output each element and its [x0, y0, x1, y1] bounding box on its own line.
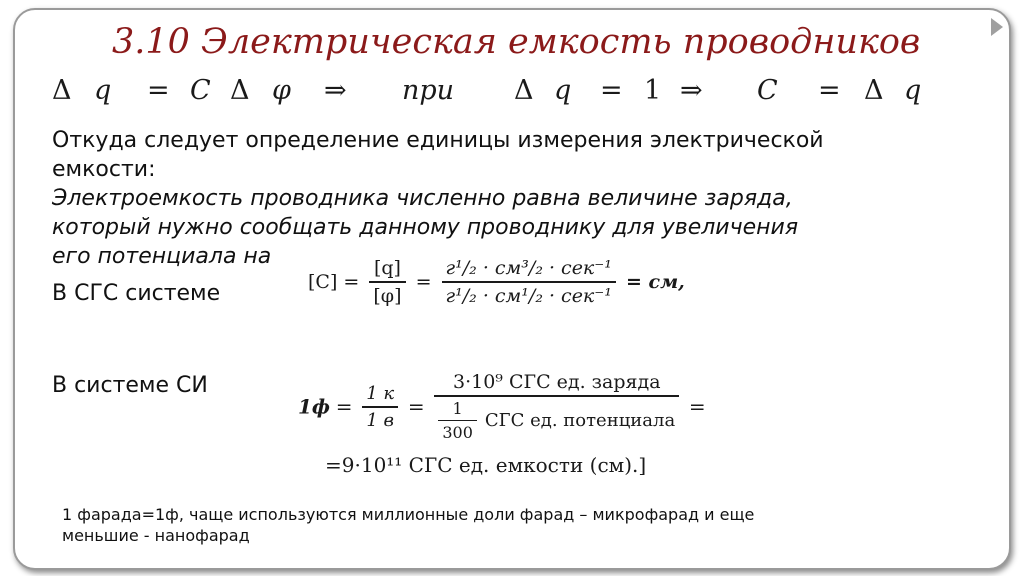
- formula-equals: =: [415, 271, 432, 293]
- eq-q: q: [904, 75, 922, 106]
- units-numerator: г¹/₂ · см³/₂ · сек⁻¹: [445, 257, 612, 279]
- footnote-line: меньшие - нанофарад: [62, 526, 250, 545]
- small-denominator: 300: [438, 420, 477, 442]
- slide-title: 3.10 Электрическая емкость проводников: [112, 22, 921, 62]
- footnote: [62, 504, 942, 546]
- eq-equals: =: [147, 75, 170, 106]
- si-farad-result: =9·10¹¹ СГС ед. емкости (см).]: [325, 453, 647, 477]
- eq-equals: =: [818, 75, 841, 106]
- cgs-conversion-fraction: [434, 371, 679, 442]
- footnote-line: 1 фарада=1ф, чаще используются миллионные доли фарад – микрофарад и еще: [62, 505, 755, 524]
- formula-lhs: [C]: [308, 271, 338, 293]
- eq-delta: Δ: [514, 75, 534, 106]
- cgs-system-label: В СГС системе: [52, 281, 221, 306]
- formula-tail-equals: =: [688, 394, 706, 419]
- eq-q: q: [554, 75, 572, 106]
- potential-unit-text: СГС ед. потенциала: [484, 410, 676, 431]
- charge-conversion-numerator: 3·10⁹ СГС ед. заряда: [453, 371, 661, 393]
- units-denominator: г¹/₂ · см¹/₂ · сек⁻¹: [442, 281, 616, 307]
- eq-pri: при: [402, 75, 455, 106]
- eq-q: q: [94, 75, 112, 106]
- units-fraction: [442, 257, 616, 307]
- body-line: Откуда следует определение единицы измерения электрической: [52, 128, 824, 153]
- body-line: емкости:: [52, 157, 156, 182]
- eq-delta: Δ: [864, 75, 884, 106]
- si-system-label: В системе СИ: [52, 373, 208, 398]
- slide-corner-arrow-icon: [991, 18, 1003, 36]
- definition-line: Электроемкость проводника численно равна величине заряда,: [52, 186, 793, 211]
- eq-implies: ⇒: [680, 75, 703, 106]
- eq-delta: Δ: [230, 75, 250, 106]
- definition-text: [52, 126, 972, 271]
- fraction-denominator: [φ]: [369, 281, 405, 307]
- definition-line: который нужно сообщать данному проводнику для увеличения: [52, 215, 799, 240]
- formula-equals: =: [343, 271, 360, 293]
- potential-conversion-denominator: [434, 395, 679, 442]
- small-numerator: 1: [452, 399, 463, 418]
- eq-equals: =: [600, 75, 623, 106]
- definition-line: его потенциала на: [52, 244, 272, 269]
- eq-phi: φ: [272, 75, 291, 106]
- capacitance-equation-row: [52, 75, 952, 109]
- eq-delta: Δ: [52, 75, 72, 106]
- fraction-numerator: [q]: [373, 257, 401, 279]
- eq-c: C: [190, 75, 211, 106]
- si-farad-formula: 1ф = $\frac{1 к}{1 в}$ = 3·10⁹ СГС ед. заряда $\frac{1}{300}$ СГС ед. потенциала =: [298, 371, 706, 442]
- charge-potential-fraction: [369, 257, 405, 307]
- one-over-300-fraction: [438, 399, 477, 442]
- eq-c: C: [757, 75, 778, 106]
- coulomb-numerator: 1 к: [366, 382, 395, 404]
- eq-implies: ⇒: [324, 75, 347, 106]
- volt-denominator: 1 в: [362, 406, 398, 431]
- farad-lhs: 1ф: [298, 394, 330, 419]
- formula-result: = см,: [625, 271, 685, 293]
- eq-one: 1: [644, 75, 662, 106]
- cgs-capacitance-formula: [308, 257, 685, 307]
- coulomb-volt-fraction: [362, 383, 398, 431]
